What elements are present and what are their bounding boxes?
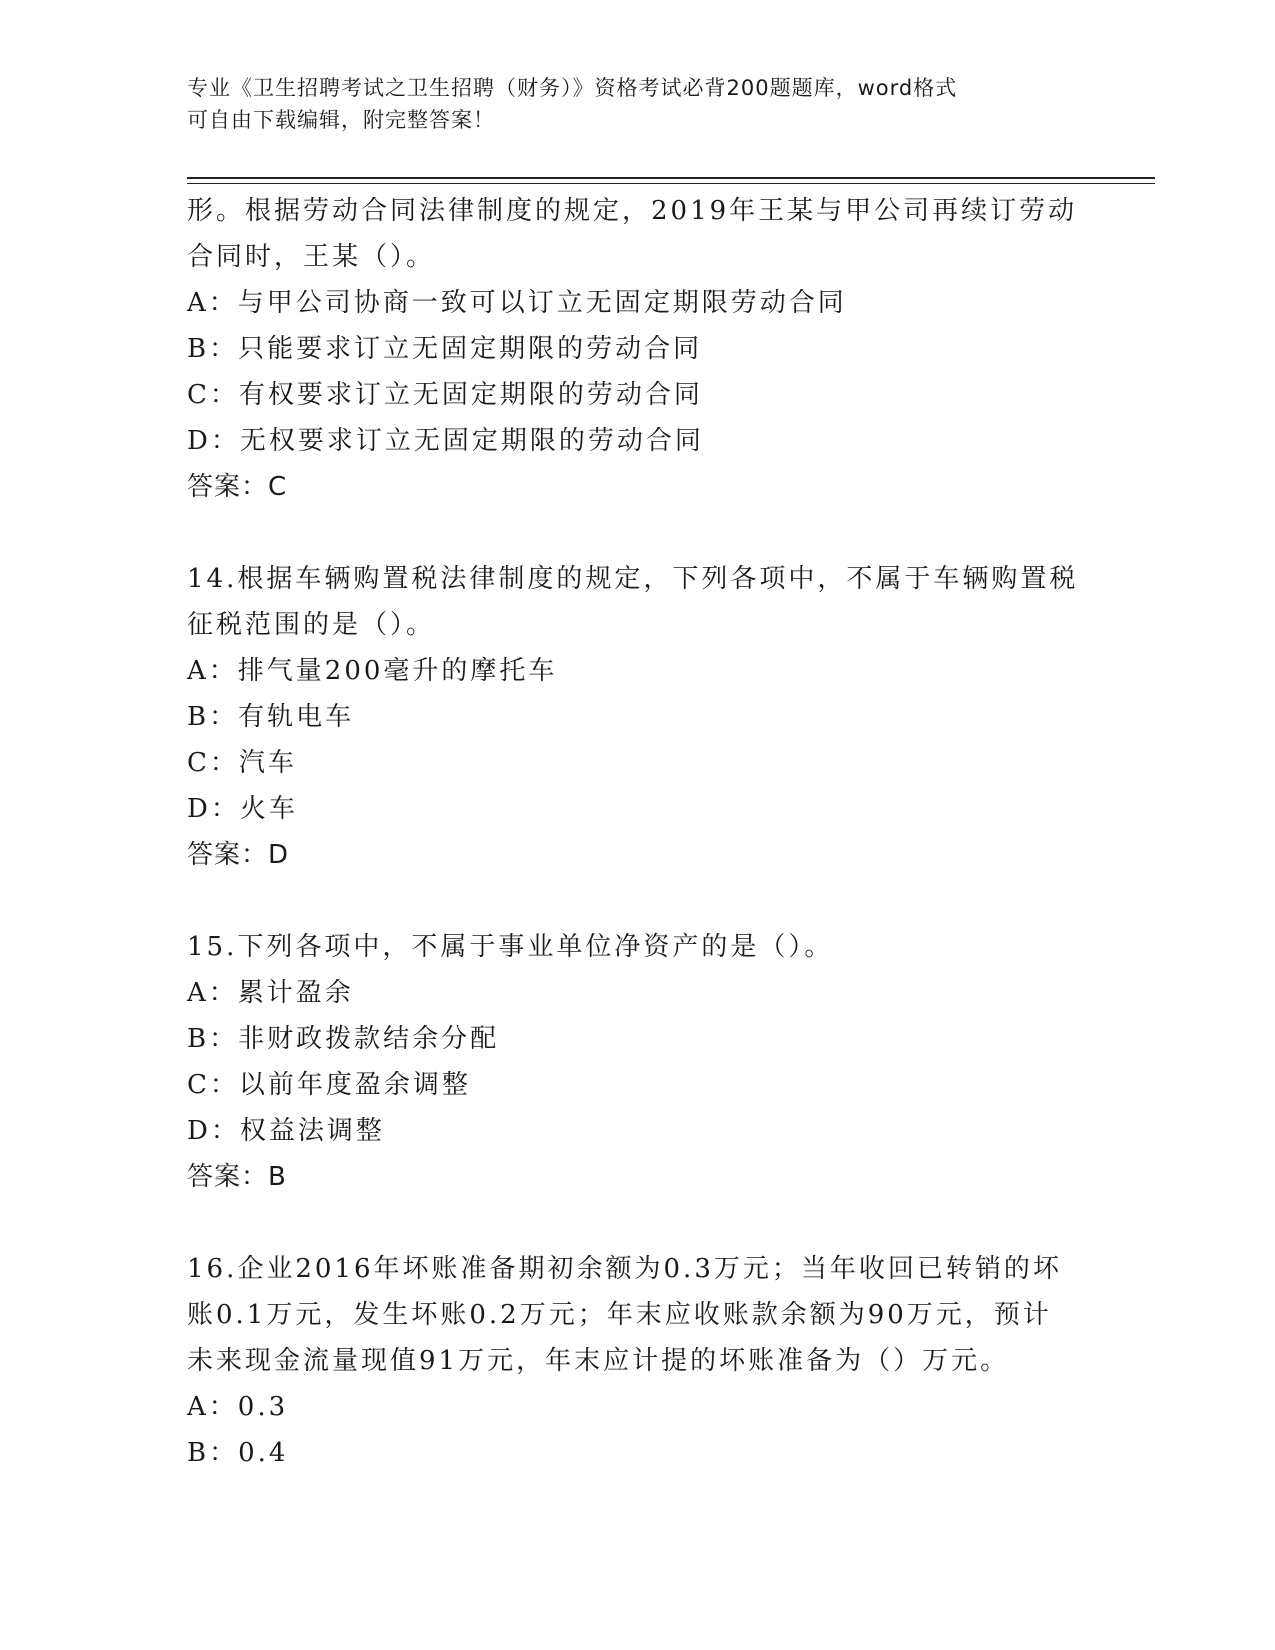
answer-label: 答案：D [187,840,290,870]
option-d: D：权益法调整 [187,1116,385,1146]
option-b: B：非财政拨款结余分配 [187,1024,500,1054]
option-d: D：无权要求订立无固定期限的劳动合同 [187,426,704,456]
option-d: D：火车 [187,794,298,824]
option-a: A：累计盈余 [187,978,354,1008]
option-c: C：以前年度盈余调整 [187,1070,471,1100]
question-spacer [187,510,1087,556]
question-stem-line: 形。根据劳动合同法律制度的规定，2019年王某与甲公司再续订劳动 [187,196,1078,226]
question-stem-line: 未来现金流量现值91万元，年末应计提的坏账准备为（）万元。 [187,1346,1010,1376]
question-list [187,188,1087,1476]
option-c: C：有权要求订立无固定期限的劳动合同 [187,380,703,410]
option-c: C：汽车 [187,748,297,778]
answer-label: 答案：B [187,1162,287,1192]
question-15 [187,924,1087,1200]
header-line-1: 专业《卫生招聘考试之卫生招聘（财务）》资格考试必背200题题库，word格式 [187,76,958,100]
question-stem-line: 账0.1万元，发生坏账0.2万元；年末应收账款余额为90万元，预计 [187,1300,1052,1330]
option-b: B：只能要求订立无固定期限的劳动合同 [187,334,703,364]
question-14 [187,556,1087,878]
question-stem-line: 15.下列各项中，不属于事业单位净资产的是（）。 [187,932,834,962]
header-rule-thick [187,177,1155,179]
option-a: A：与甲公司协商一致可以订立无固定期限劳动合同 [187,288,847,318]
option-a: A：0.3 [187,1392,289,1422]
header-line-2: 可自由下载编辑，附完整答案！ [187,108,495,132]
question-spacer [187,878,1087,924]
question-spacer [187,1200,1087,1246]
question-stem-line: 16.企业2016年坏账准备期初余额为0.3万元；当年收回已转销的坏 [187,1254,1062,1284]
question-stem-line: 合同时，王某（）。 [187,242,436,272]
question-stem-line: 14.根据车辆购置税法律制度的规定，下列各项中，不属于车辆购置税 [187,564,1079,594]
question-16 [187,1246,1087,1476]
question-13 [187,188,1087,510]
option-b: B：0.4 [187,1438,289,1468]
option-b: B：有轨电车 [187,702,355,732]
answer-label: 答案：C [187,472,288,502]
document-header [187,72,1087,136]
option-a: A：排气量200毫升的摩托车 [187,656,558,686]
question-stem-line: 征税范围的是（）。 [187,610,436,640]
header-rule-thin [187,183,1155,184]
